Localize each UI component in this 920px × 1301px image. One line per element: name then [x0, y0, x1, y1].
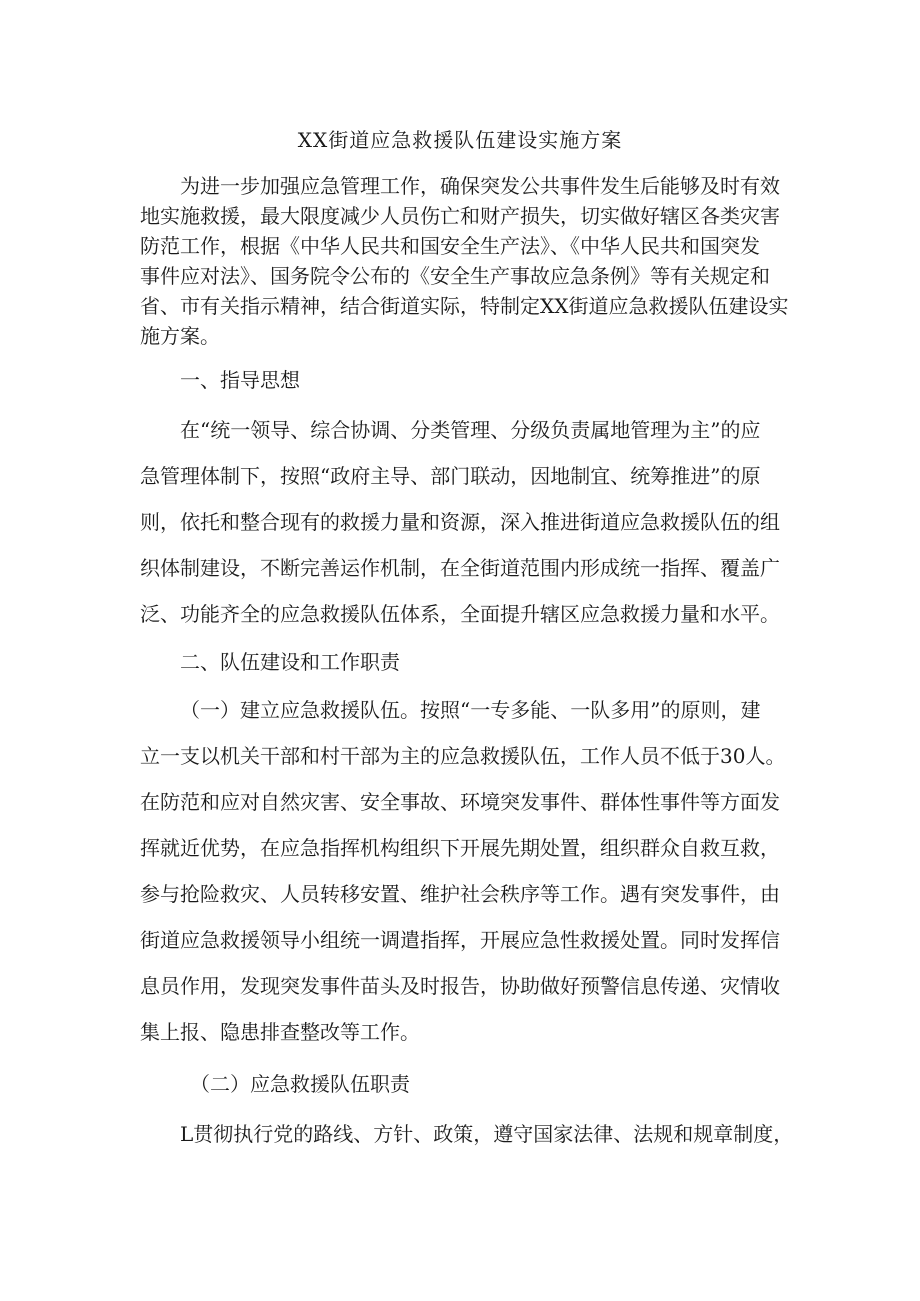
section-heading-guiding-ideology: 一、指导思想: [180, 368, 300, 392]
section1-line-2: 急管理体制下，按照“政府主导、部门联动，因地制宜、统筹推进”的原: [140, 464, 761, 488]
intro-line-1: 为进一步加强应急管理工作，确保突发公共事件发生后能够及时有效: [180, 174, 780, 198]
section2-sub1-line-4: 挥就近优势，在应急指挥机构组织下开展先期处置，组织群众自救互救，: [140, 836, 780, 860]
section2-sub1-line-6: 街道应急救援领导小组统一调遣指挥，开展应急性救援处置。同时发挥信: [140, 928, 780, 952]
section2-sub1-line-2: 立一支以机关干部和村干部为主的应急救援队伍，工作人员不低于30人。: [140, 744, 786, 768]
section2-sub1-line-3: 在防范和应对自然灾害、安全事故、环境突发事件、群体性事件等方面发: [140, 790, 780, 814]
section1-line-1: 在“统一领导、综合协调、分类管理、分级负责属地管理为主”的应: [180, 418, 761, 442]
section1-line-4: 织体制建设，不断完善运作机制，在全街道范围内形成统一指挥、覆盖广: [140, 556, 780, 580]
intro-line-3: 防范工作，根据《中华人民共和国安全生产法》、《中华人民共和国突发: [140, 234, 760, 258]
section2-sub1-line-8: 集上报、隐患排查整改等工作。: [140, 1020, 420, 1044]
intro-line-5: 省、市有关指示精神，结合街道实际，特制定XX街道应急救援队伍建设实: [140, 294, 789, 318]
section2-sub1-line-1: （一）建立应急救援队伍。按照“一专多能、一队多用”的原则，建: [180, 698, 761, 722]
section1-line-3: 则，依托和整合现有的救援力量和资源，深入推进街道应急救援队伍的组: [140, 510, 780, 534]
intro-line-2: 地实施救援，最大限度减少人员伤亡和财产损失，切实做好辖区各类灾害: [140, 204, 780, 228]
section2-sub1-line-5: 参与抢险救灾、人员转移安置、维护社会秩序等工作。遇有突发事件，由: [140, 882, 780, 906]
duty-item-1: L贯彻执行党的路线、方针、政策，遵守国家法律、法规和规章制度，: [180, 1122, 794, 1146]
section-heading-team-building: 二、队伍建设和工作职责: [180, 650, 400, 674]
intro-line-4: 事件应对法》、国务院令公布的《安全生产事故应急条例》等有关规定和: [140, 264, 770, 288]
section2-sub1-line-7: 息员作用，发现突发事件苗头及时报告，协助做好预警信息传递、灾情收: [140, 974, 780, 998]
intro-line-6: 施方案。: [140, 324, 220, 348]
section1-line-5: 泛、功能齐全的应急救援队伍体系，全面提升辖区应急救援力量和水平。: [140, 602, 780, 626]
document-title: XX街道应急救援队伍建设实施方案: [297, 128, 623, 152]
subsection-heading-team-duties: （二）应急救援队伍职责: [190, 1072, 410, 1096]
